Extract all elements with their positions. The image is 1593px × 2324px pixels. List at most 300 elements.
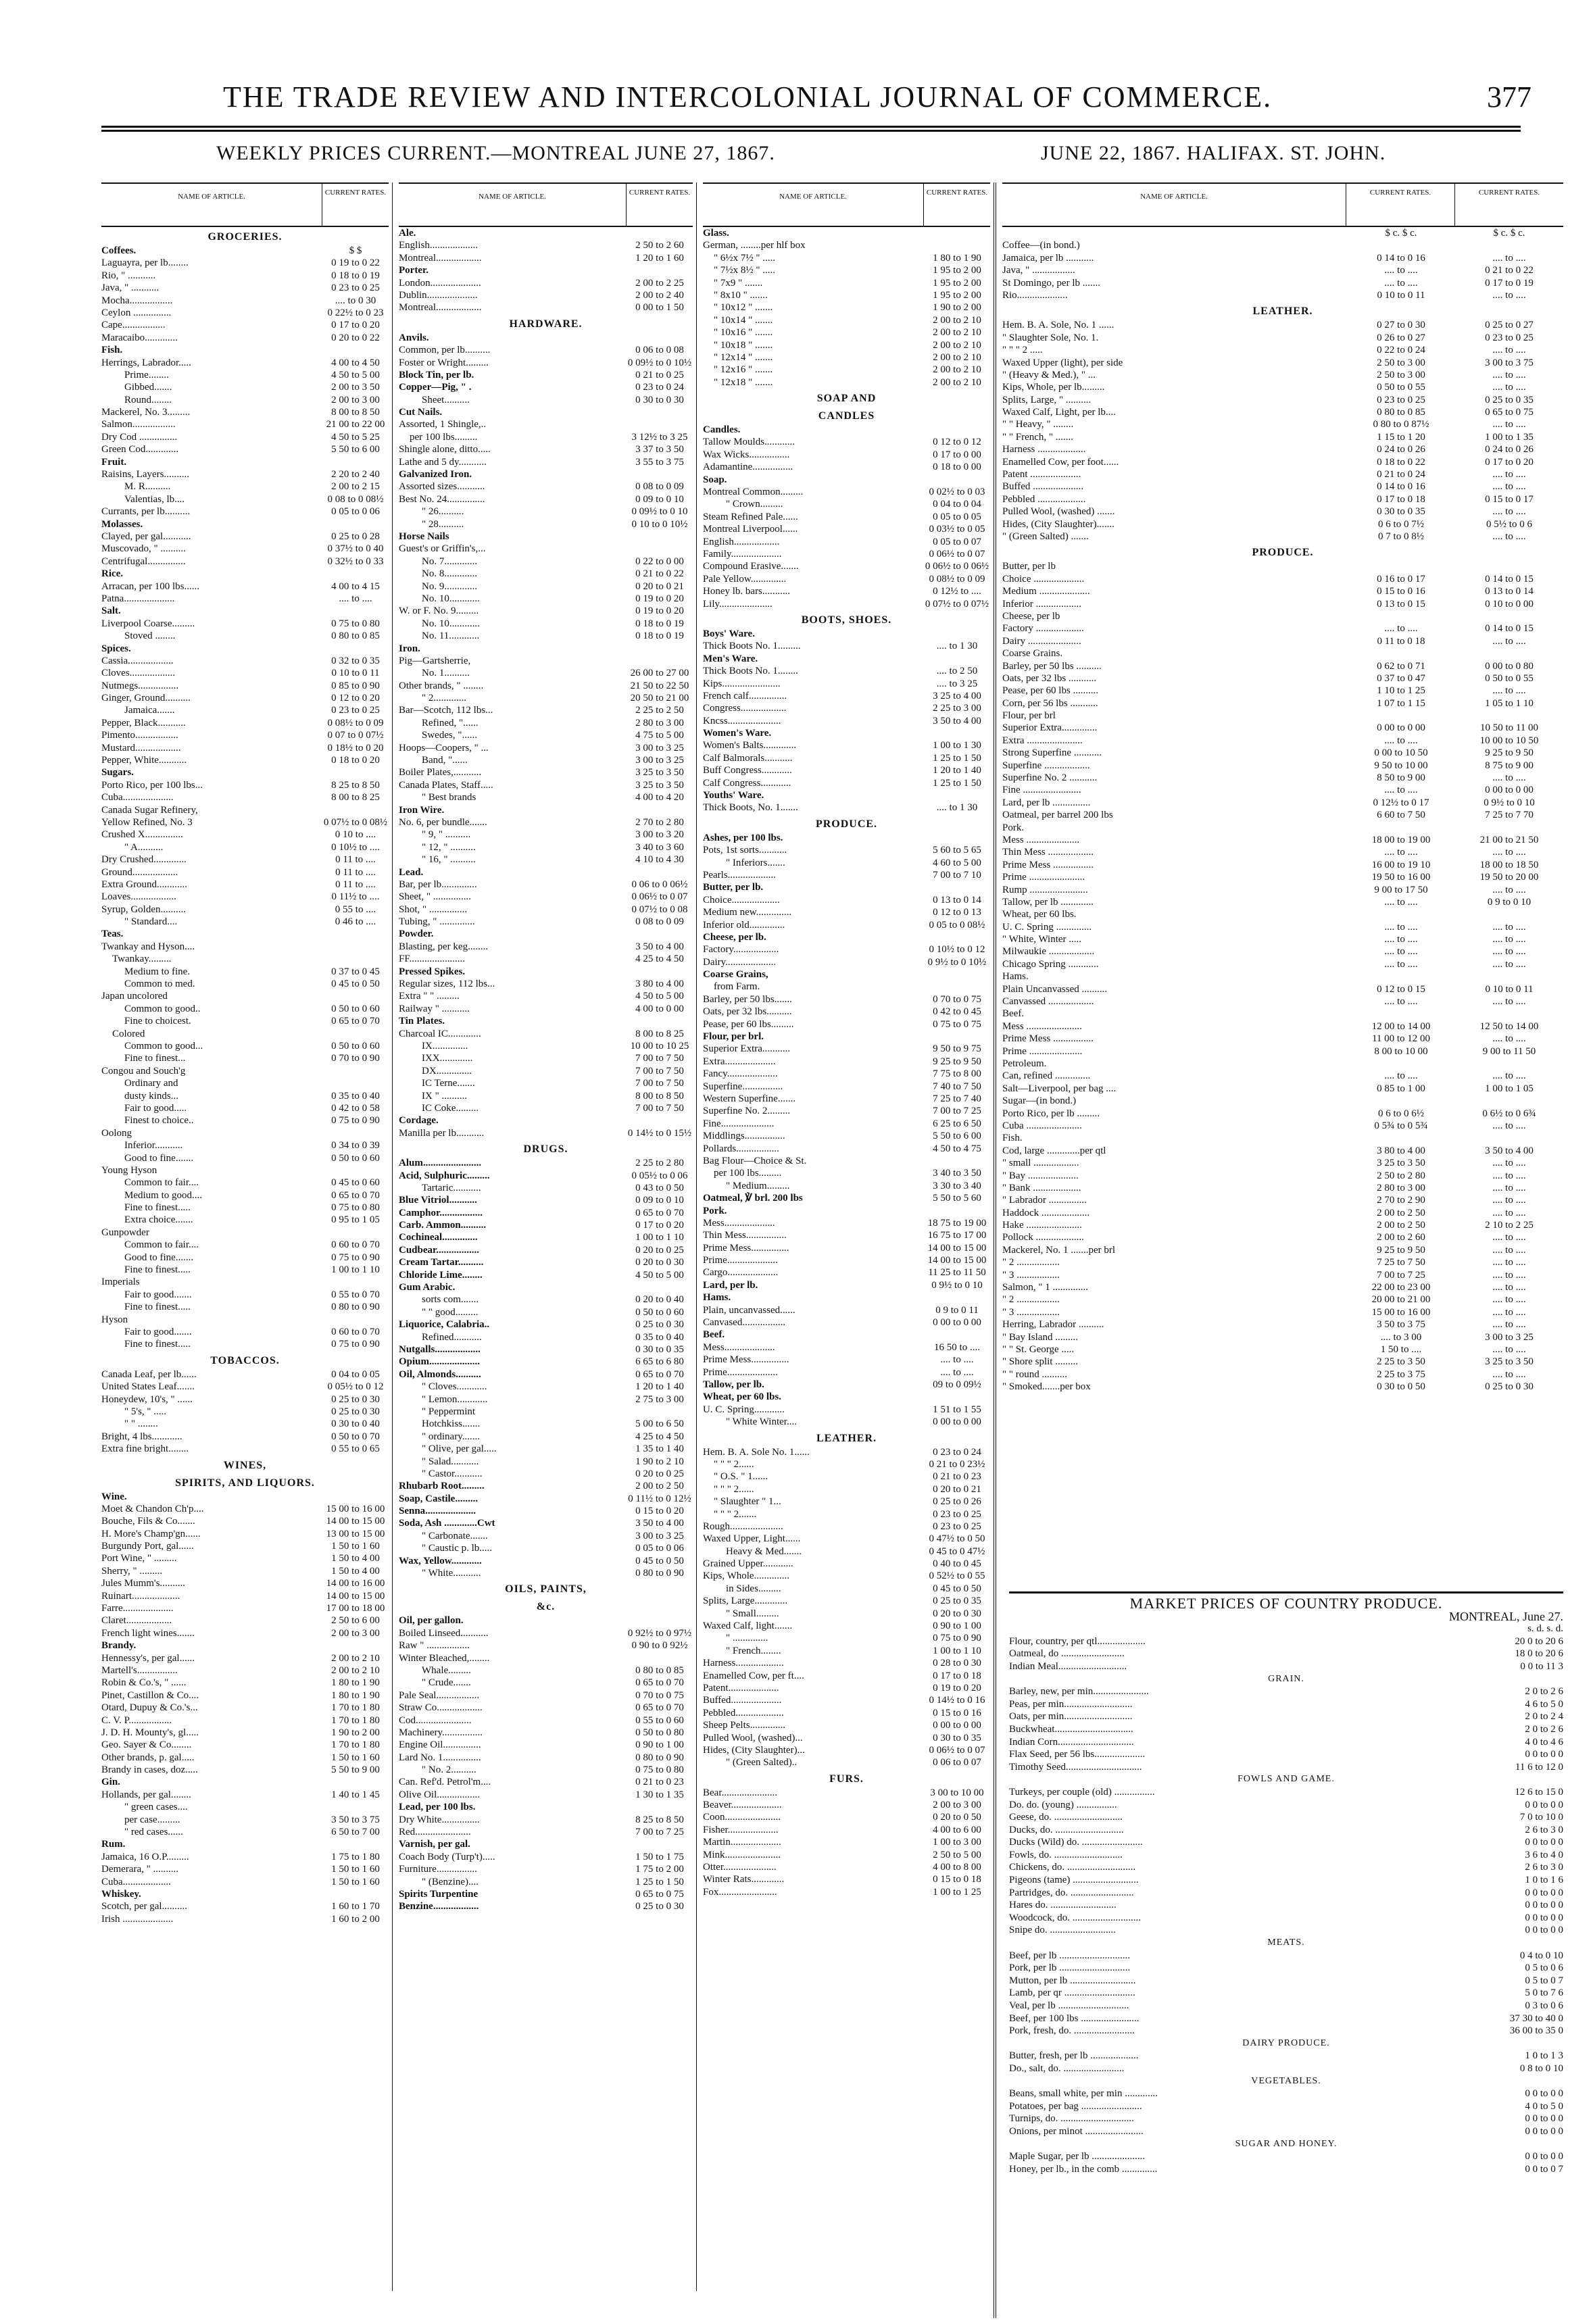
- price-row: [399, 904, 693, 916]
- price-row: [1002, 1256, 1563, 1268]
- current-rate: 0 55 to 0 70: [331, 1289, 380, 1300]
- current-rate: .... to ....: [940, 1354, 974, 1366]
- article-name: Thick Boots No. 1........: [703, 666, 798, 677]
- article-name: OILS, PAINTS,: [505, 1583, 587, 1596]
- price-row: [1002, 797, 1563, 809]
- price-row: [101, 904, 389, 916]
- price-row: [703, 1068, 990, 1080]
- price-row: [703, 239, 990, 251]
- halifax-rate: 9 00 to 17 50: [1374, 884, 1428, 895]
- article-name: Wine.: [101, 1491, 127, 1502]
- price-row: [1002, 1231, 1563, 1243]
- article-name: Soap, Castile.........: [399, 1493, 479, 1504]
- current-rate: 2 50 to 5 00: [933, 1849, 981, 1860]
- article-name: IX " ..........: [422, 1090, 467, 1102]
- current-rate: 4 60 to 5 00: [933, 857, 981, 868]
- price-row: [101, 1900, 389, 1912]
- price-row: [399, 1677, 693, 1689]
- current-rate: [924, 474, 990, 486]
- stjohn-rate: 0 17 to 0 19: [1485, 277, 1534, 289]
- price-row: [101, 1326, 389, 1338]
- article-name: " (Heavy & Med.), " ...: [1002, 369, 1096, 380]
- price-list: [399, 227, 693, 1913]
- article-name: Corn, per 56 lbs ...........: [1002, 697, 1098, 709]
- article-name: Cut Nails.: [399, 407, 443, 418]
- article-name: Hyson: [101, 1314, 128, 1325]
- price-row: [399, 369, 693, 381]
- article-name: No. 11............: [422, 631, 480, 642]
- article-name: Calf Congress............: [703, 777, 791, 789]
- price-row: [101, 456, 389, 468]
- article-name: Pulled Wool, (washed)...: [703, 1732, 803, 1744]
- current-rate: 15 00 to 16 00: [326, 1503, 385, 1514]
- stjohn-rate: .... to ....: [1492, 382, 1526, 393]
- article-name: Canvassed ..................: [1002, 996, 1094, 1008]
- price-row: [703, 314, 990, 326]
- price-row: [703, 277, 990, 289]
- current-rate: 2 00 to 2 40: [635, 289, 684, 301]
- article-name: " Crown.........: [726, 499, 783, 510]
- price-row: [101, 717, 389, 729]
- article-name: Spices.: [101, 643, 131, 654]
- current-rate: 0 10 to 0 11: [331, 668, 380, 679]
- article-name: Fish.: [101, 345, 123, 356]
- article-name: Laguayra, per lb........: [101, 257, 189, 269]
- article-name: Sugars.: [101, 767, 134, 778]
- halifax-rate: 0 21 to 0 24: [1377, 469, 1425, 480]
- price-row: [101, 1443, 389, 1455]
- current-rate: 2 00 to 2 10: [933, 327, 981, 339]
- halifax-rate: 2 00 to 2 50: [1377, 1220, 1425, 1231]
- current-rate: 1 30 to 1 35: [635, 1789, 684, 1800]
- article-name: Cordage.: [399, 1115, 439, 1127]
- stjohn-rate: 0 6½ to 0 6¾: [1482, 1108, 1536, 1119]
- market-row: [1009, 1987, 1563, 2000]
- stjohn-rate: [1455, 239, 1563, 251]
- article-name: " 2 .................: [1002, 1294, 1060, 1306]
- current-rate: 0 00 to 0 00: [933, 1416, 981, 1428]
- current-rate: 0 80 to 0 90: [635, 1568, 684, 1579]
- price-row: [101, 891, 389, 903]
- article-name: " Crude.......: [422, 1677, 471, 1689]
- article-name: Inferior...........: [124, 1140, 183, 1152]
- article-name: Barley, per 50 lbs.......: [703, 993, 792, 1005]
- article-name: Montreal Liverpool......: [703, 524, 798, 535]
- article-name: Pearls...................: [703, 869, 776, 881]
- market-row: [1009, 1786, 1563, 1799]
- current-rate: .... to ....: [339, 593, 372, 604]
- price-row: [1002, 1269, 1563, 1281]
- price-row: [703, 598, 990, 610]
- price-row: [703, 653, 990, 665]
- price-row: [101, 593, 389, 605]
- halifax-rate: [1347, 710, 1455, 722]
- article-name: Mustard..................: [101, 742, 181, 753]
- price-row: [703, 1732, 990, 1744]
- price-row: [703, 1495, 990, 1508]
- market-section-heading: SUGAR AND HONEY.: [1235, 2138, 1338, 2149]
- current-rate: [627, 1406, 693, 1418]
- article-name: Bright, 4 lbs............: [101, 1431, 182, 1442]
- price-row: [101, 754, 389, 766]
- halifax-rate: .... to ....: [1384, 847, 1418, 858]
- current-rate: [924, 424, 990, 436]
- section-heading: [101, 1351, 389, 1368]
- price-row: [101, 270, 389, 282]
- price-row: [1002, 1343, 1563, 1356]
- article-name: Spirits Turpentine: [399, 1889, 479, 1900]
- current-rate: 2 50 to 2 60: [635, 240, 684, 251]
- price-row: [101, 804, 389, 816]
- price-row: [101, 1393, 389, 1406]
- article-name: Ceylon ...............: [101, 307, 172, 318]
- price-row: [399, 655, 693, 667]
- price-row: [399, 344, 693, 356]
- price-row: [399, 1530, 693, 1542]
- price-row: [101, 1289, 389, 1301]
- current-rate: 2 00 to 2 10: [933, 339, 981, 351]
- current-rate: 21 00 to 22 00: [326, 419, 385, 430]
- price-row: [703, 1824, 990, 1836]
- current-rate: 0 75 to 0 80: [331, 618, 380, 629]
- article-name: Rio, " ...........: [101, 270, 156, 281]
- article-name: Steam Refined Pale......: [703, 511, 798, 522]
- halifax-rate: 15 00 to 16 00: [1371, 1306, 1431, 1318]
- article-name: Japan uncolored: [101, 991, 168, 1002]
- price-row: [703, 1744, 990, 1756]
- current-rate: [627, 804, 693, 816]
- price-row: [101, 643, 389, 655]
- current-rate: .... to ....: [940, 1366, 974, 1378]
- current-rate: 2 80 to 3 00: [635, 717, 684, 728]
- halifax-rate: [1347, 647, 1455, 660]
- price-row: [399, 1876, 693, 1888]
- current-rate: 14 00 to 15 00: [326, 1590, 385, 1602]
- section-divider: [994, 182, 996, 2318]
- current-rate: 9 50 to 9 75: [933, 1043, 981, 1055]
- current-rate: 3 30 to 3 40: [933, 1180, 981, 1191]
- article-name: Cuba...................: [101, 1876, 171, 1887]
- price-row: [101, 1888, 389, 1900]
- article-name: Pebbled ...................: [1002, 493, 1086, 505]
- current-rate: 7 00 to 7 50: [635, 1053, 684, 1064]
- current-rate: 17 00 to 18 00: [326, 1603, 385, 1614]
- article-name: Patent ....................: [1002, 469, 1081, 480]
- stjohn-rate: .... to ....: [1492, 1319, 1526, 1331]
- stjohn-rate: 0 14 to 0 15: [1485, 573, 1534, 585]
- article-name: Hollands, per gal........: [101, 1789, 191, 1800]
- current-rate: 4 00 to 4 20: [635, 792, 684, 803]
- price-row: [101, 518, 389, 530]
- stjohn-rate: 0 21 to 0 22: [1485, 265, 1534, 276]
- article-name: " Salad...........: [422, 1456, 479, 1467]
- price-row: [101, 1028, 389, 1040]
- article-name: Grained Upper............: [703, 1558, 793, 1570]
- article-name: Wax Wicks................: [703, 449, 790, 460]
- article-name: Soap.: [703, 474, 727, 485]
- halifax-rate: 2 50 to 2 80: [1377, 1170, 1425, 1181]
- article-name: " 3 .................: [1002, 1269, 1060, 1281]
- article-name: Montreal Common.........: [703, 487, 804, 498]
- halifax-rate: 0 15 to 0 16: [1377, 586, 1425, 597]
- price-row: [399, 766, 693, 778]
- price-row: [1002, 735, 1563, 747]
- article-name: per 100 lbs.........: [714, 1168, 782, 1179]
- current-rate: 0 08½ to 0 09: [327, 717, 384, 728]
- article-name: Mess ......................: [1002, 1020, 1082, 1032]
- price-row: [101, 468, 389, 480]
- article-name: Green Cod.............: [101, 444, 179, 455]
- article-name: Iron.: [399, 643, 420, 654]
- produce-price: 20 0 to 20 6: [1515, 1635, 1563, 1647]
- price-row: [703, 881, 990, 893]
- section-heading: [101, 227, 389, 245]
- price-row: [101, 854, 389, 866]
- price-row: [703, 339, 990, 351]
- article-name: Superfine No. 2.........: [703, 1106, 791, 1117]
- current-rate: .... to 0 30: [335, 295, 376, 306]
- produce-price: 0 0 to 0 0: [1525, 1887, 1563, 1898]
- article-name: Otter.....................: [703, 1862, 777, 1873]
- price-row: [101, 332, 389, 344]
- produce-price: 4 0 to 5 0: [1525, 2100, 1563, 2112]
- halifax-rate: .... to ....: [1384, 265, 1418, 276]
- stjohn-rate: .... to ....: [1492, 1182, 1526, 1193]
- halifax-rate: 2 00 to 2 60: [1377, 1232, 1425, 1243]
- price-row: [101, 245, 389, 257]
- price-row: [101, 1177, 389, 1189]
- stjohn-rate: 0 00 to 0 00: [1485, 785, 1534, 796]
- current-rate: 2 00 to 3 00: [331, 1627, 380, 1639]
- article-name: " Peppermint: [422, 1406, 476, 1417]
- price-row: [399, 252, 693, 264]
- current-rate: 0 05½ to 0 12: [327, 1381, 384, 1393]
- stjohn-rate: .... to ....: [1492, 345, 1526, 356]
- current-rate: 0 65 to 0 70: [331, 1189, 380, 1201]
- article-name: Milwaukie ..................: [1002, 946, 1095, 958]
- produce-name: Mutton, per lb ..........................: [1009, 1975, 1136, 1986]
- current-rate: 3 00 to 3 25: [635, 742, 684, 753]
- produce-name: Woodcock, do. ...........................: [1009, 1912, 1142, 1923]
- article-name: " 12, " ..........: [422, 841, 476, 853]
- article-name: Factory ...................: [1002, 623, 1084, 635]
- article-name: IC Terne.......: [422, 1078, 475, 1089]
- article-name: Candles.: [703, 424, 741, 436]
- price-row: [399, 593, 693, 605]
- article-name: Boiled Linseed...........: [399, 1627, 489, 1639]
- price-row: [101, 1776, 389, 1788]
- stjohn-rate: 3 50 to 4 00: [1485, 1145, 1534, 1156]
- price-row: [101, 1202, 389, 1214]
- price-row: [399, 580, 693, 593]
- article-name: Oatmeal, per barrel 200 lbs: [1002, 810, 1113, 821]
- article-name: Tallow, per lb .............: [1002, 896, 1094, 908]
- article-name: DRUGS.: [523, 1143, 568, 1156]
- price-row: [101, 791, 389, 803]
- article-name: Hennessy's, per gal......: [101, 1652, 195, 1664]
- price-row: [1002, 418, 1563, 430]
- price-row: [101, 1503, 389, 1515]
- article-name: Enamelled Cow, per ft....: [703, 1670, 804, 1681]
- price-row: [1002, 871, 1563, 883]
- article-name: Thin Mess ..................: [1002, 847, 1094, 858]
- current-rate: 4 00 to 4 15: [331, 580, 380, 592]
- current-rate: 3 12½ to 3 25: [631, 431, 688, 443]
- produce-price: 0 0 to 0 0: [1525, 2151, 1563, 2162]
- price-row: [399, 1689, 693, 1702]
- article-name: " Olive, per gal.....: [422, 1443, 497, 1455]
- price-row: [399, 1614, 693, 1627]
- price-row: [101, 1491, 389, 1503]
- produce-name: Beef, per lb ............................: [1009, 1950, 1131, 1961]
- market-row: [1009, 2000, 1563, 2012]
- price-row: [101, 1664, 389, 1677]
- section-heading: [703, 389, 990, 406]
- article-name: FURS.: [829, 1773, 864, 1785]
- current-rate: 0 45 to 0 60: [331, 1177, 380, 1189]
- current-rate: 7 00 to 7 50: [635, 1102, 684, 1114]
- current-rate: [322, 1838, 389, 1850]
- price-row: [703, 1620, 990, 1632]
- article-name: Muscovado, " ..........: [101, 543, 186, 555]
- halifax-rate: 9 25 to 9 50: [1377, 1244, 1425, 1256]
- price-row: [399, 277, 693, 289]
- current-rate: [627, 1114, 693, 1127]
- price-row: [1002, 319, 1563, 331]
- price-row: [703, 1570, 990, 1582]
- article-name: Pots, 1st sorts...........: [703, 845, 787, 856]
- halifax-rate: $ c. $ c.: [1385, 228, 1417, 239]
- halifax-rate: 1 15 to 1 20: [1377, 431, 1425, 443]
- produce-name: Barley, new, per min......................: [1009, 1686, 1149, 1698]
- column-header-rates: CURRENT RATES.: [626, 184, 693, 226]
- current-rate: 1 00 to 1 10: [331, 1264, 380, 1276]
- article-name: Superfine No. 2 ...........: [1002, 772, 1098, 784]
- current-rate: [322, 928, 389, 940]
- article-name: Pease, per 60 lbs.........: [703, 1018, 794, 1030]
- column-header: [703, 182, 990, 227]
- produce-name: Veal, per lb ............................: [1009, 2000, 1129, 2011]
- current-rate: 0 85 to 0 90: [331, 680, 380, 691]
- price-row: [703, 424, 990, 436]
- halifax-rate: 0 14 to 0 16: [1377, 481, 1425, 493]
- article-name: Blasting, per keg........: [399, 941, 489, 952]
- price-row: [399, 953, 693, 965]
- market-row: [1009, 1736, 1563, 1749]
- column-header: [1002, 182, 1563, 227]
- price-row: [399, 630, 693, 642]
- current-rate: 13 00 to 15 00: [326, 1528, 385, 1539]
- price-row: [703, 498, 990, 510]
- current-rate: 0 90 to 0 92½: [631, 1640, 688, 1652]
- article-name: Prime........: [124, 369, 169, 380]
- halifax-rate: 0 13 to 0 15: [1377, 598, 1425, 610]
- article-name: Centrifugal...............: [101, 555, 186, 567]
- article-name: Pebbled...................: [703, 1707, 784, 1719]
- article-name: WINES,: [223, 1459, 267, 1471]
- article-name: " Slaughter Sole, No. 1.: [1002, 332, 1099, 343]
- stjohn-rate: .... to ....: [1492, 685, 1526, 697]
- stjohn-rate: .... to ....: [1492, 1207, 1526, 1218]
- stjohn-rate: 0 65 to 0 75: [1485, 407, 1534, 418]
- current-rate: 4 50 to 5 00: [331, 369, 380, 380]
- stjohn-rate: 0 10 to 0 11: [1485, 983, 1534, 995]
- section-heading: [1002, 301, 1563, 319]
- stjohn-rate: .... to ....: [1492, 419, 1526, 430]
- article-name: Carb. Ammon..........: [399, 1220, 487, 1231]
- price-row: [399, 1555, 693, 1567]
- price-row: [399, 692, 693, 704]
- price-row: [1002, 1170, 1563, 1182]
- article-name: Enamelled Cow, per foot......: [1002, 456, 1119, 468]
- current-rate: 0 23 to 0 24: [933, 1446, 981, 1458]
- current-rate: 3 00 to 10 00: [930, 1787, 984, 1798]
- price-row: [399, 1356, 693, 1368]
- current-rate: 0 52½ to 0 55: [929, 1571, 985, 1582]
- article-name: Fine to finest.....: [124, 1202, 191, 1214]
- article-name: Syrup, Golden..........: [101, 904, 186, 915]
- halifax-rate: [1347, 822, 1455, 834]
- produce-name: Indian Corn..............................: [1009, 1736, 1134, 1748]
- article-name: Currants, per lb..........: [101, 506, 191, 518]
- price-row: [703, 894, 990, 906]
- price-row: [399, 1207, 693, 1219]
- stjohn-rate: 3 00 to 3 75: [1485, 357, 1534, 368]
- column-header-stjohn: CURRENT RATES.: [1454, 184, 1563, 226]
- article-name: Factory..................: [703, 944, 779, 956]
- stjohn-rate: .... to ....: [1492, 1306, 1526, 1318]
- stjohn-rate: 8 75 to 9 00: [1485, 760, 1534, 771]
- price-row: [399, 1077, 693, 1089]
- price-row: [101, 1752, 389, 1764]
- produce-name: Pork, fresh, do. ........................: [1009, 2025, 1135, 2037]
- stjohn-rate: 0 24 to 0 26: [1485, 444, 1534, 455]
- stjohn-rate: .... to ....: [1492, 506, 1526, 518]
- article-name: Acid, Sulphuric.........: [399, 1170, 490, 1181]
- price-row: [703, 628, 990, 640]
- price-row: [703, 777, 990, 789]
- current-rate: 8 00 to 8 25: [635, 1028, 684, 1039]
- current-rate: 2 75 to 3 00: [635, 1393, 684, 1405]
- price-row: [399, 493, 693, 505]
- current-rate: [322, 518, 389, 530]
- halifax-rate: 1 07 to 1 15: [1377, 697, 1425, 709]
- market-row: [1009, 1660, 1563, 1673]
- article-name: " 26..........: [422, 506, 464, 518]
- halifax-rate: .... to ....: [1384, 921, 1418, 933]
- price-row: [399, 264, 693, 276]
- article-name: " Shore split .........: [1002, 1356, 1078, 1368]
- article-name: Bar—Scotch, 112 lbs...: [399, 705, 493, 716]
- price-row: [703, 560, 990, 572]
- section-heading: [703, 406, 990, 424]
- halifax-rate: 0 62 to 0 71: [1377, 660, 1425, 672]
- current-rate: [924, 881, 990, 893]
- current-rate: 09 to 0 09½: [933, 1379, 981, 1390]
- stjohn-rate: 0 17 to 0 20: [1485, 456, 1534, 468]
- halifax-rate: 16 00 to 19 10: [1371, 859, 1431, 870]
- price-row: [703, 1291, 990, 1304]
- current-rate: 5 50 to 5 60: [933, 1193, 981, 1204]
- article-name: Fair to good.......: [124, 1326, 192, 1337]
- article-name: SPIRITS, AND LIQUORS.: [175, 1477, 315, 1489]
- current-rate: 5 60 to 5 65: [933, 845, 981, 856]
- article-name: Men's Ware.: [703, 653, 758, 664]
- halifax-rate: 2 70 to 2 90: [1377, 1195, 1425, 1206]
- current-rate: 1 50 to 1 60: [331, 1864, 380, 1875]
- current-rate: 6 25 to 6 50: [933, 1118, 981, 1129]
- produce-name: Butter, fresh, per lb ...................: [1009, 2050, 1139, 2062]
